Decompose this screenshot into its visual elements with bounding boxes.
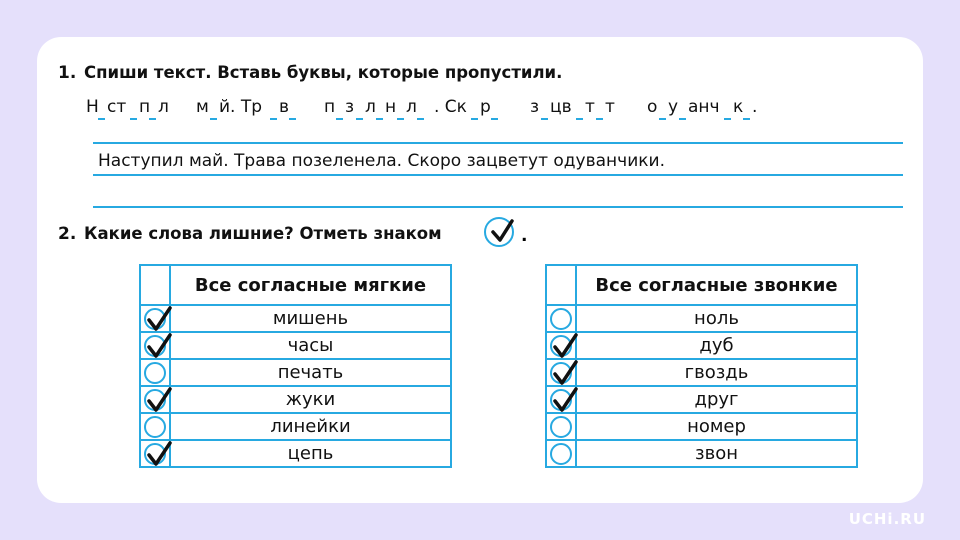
letter-blank bbox=[336, 118, 343, 120]
writing-line bbox=[93, 206, 903, 208]
table-row bbox=[546, 305, 857, 332]
gap-segment: р bbox=[480, 97, 491, 117]
letter-blank bbox=[659, 118, 666, 120]
check-cell[interactable] bbox=[140, 386, 170, 413]
word-cell: печать bbox=[170, 359, 451, 386]
check-cell[interactable] bbox=[140, 359, 170, 386]
letter-blank bbox=[724, 118, 731, 120]
letter-blank bbox=[541, 118, 548, 120]
letter-blank bbox=[98, 118, 105, 120]
writing-line bbox=[93, 142, 903, 144]
check-cell[interactable] bbox=[140, 440, 170, 467]
gap-segment: в bbox=[279, 97, 290, 117]
gap-segment: к bbox=[733, 97, 744, 117]
letter-blank bbox=[576, 118, 583, 120]
gap-segment: л bbox=[406, 97, 417, 117]
word-cell: ноль bbox=[576, 305, 857, 332]
gap-segment: з bbox=[530, 97, 540, 117]
gap-segment: . Ск bbox=[434, 97, 467, 117]
table-row bbox=[546, 386, 857, 413]
word-cell: дуб bbox=[576, 332, 857, 359]
word-cell: гвоздь bbox=[576, 359, 857, 386]
check-mark-icon bbox=[484, 217, 514, 247]
check-cell[interactable] bbox=[140, 413, 170, 440]
gap-segment: ст bbox=[107, 97, 127, 117]
mark-column-header bbox=[140, 265, 170, 305]
check-cell[interactable] bbox=[546, 359, 576, 386]
gap-segment: з bbox=[345, 97, 355, 117]
letter-blank bbox=[471, 118, 478, 120]
word-cell: звон bbox=[576, 440, 857, 467]
task-1-instruction: Спиши текст. Вставь буквы, которые пропустили. bbox=[84, 63, 563, 82]
gap-segment: . bbox=[752, 97, 758, 117]
gap-segment: п bbox=[324, 97, 336, 117]
writing-line bbox=[93, 174, 903, 176]
table-row bbox=[140, 305, 451, 332]
letter-blank bbox=[356, 118, 363, 120]
check-cell[interactable] bbox=[140, 305, 170, 332]
checked-circle-icon[interactable] bbox=[550, 362, 572, 384]
word-cell: жуки bbox=[170, 386, 451, 413]
word-cell: друг bbox=[576, 386, 857, 413]
letter-blank bbox=[679, 118, 686, 120]
table-row bbox=[546, 332, 857, 359]
empty-circle-icon[interactable] bbox=[144, 416, 166, 438]
letter-blank bbox=[596, 118, 603, 120]
checked-circle-icon[interactable] bbox=[144, 443, 166, 465]
check-cell[interactable] bbox=[546, 332, 576, 359]
mark-column-header bbox=[546, 265, 576, 305]
empty-circle-icon[interactable] bbox=[550, 443, 572, 465]
gap-segment: т bbox=[605, 97, 615, 117]
table-row bbox=[140, 386, 451, 413]
check-cell[interactable] bbox=[546, 413, 576, 440]
table-row bbox=[140, 359, 451, 386]
letter-blank bbox=[743, 118, 750, 120]
word-cell: часы bbox=[170, 332, 451, 359]
table-header: Все согласные звонкие bbox=[576, 265, 857, 305]
gap-segment: л bbox=[365, 97, 376, 117]
task-2-instruction: Какие слова лишние? Отметь знаком bbox=[84, 224, 442, 243]
gap-segment: цв bbox=[550, 97, 572, 117]
empty-circle-icon[interactable] bbox=[550, 416, 572, 438]
letter-blank bbox=[149, 118, 156, 120]
letter-blank bbox=[210, 118, 217, 120]
empty-circle-icon[interactable] bbox=[144, 362, 166, 384]
letter-blank bbox=[289, 118, 296, 120]
gap-segment: о bbox=[647, 97, 658, 117]
checked-circle-icon[interactable] bbox=[144, 335, 166, 357]
empty-circle-icon[interactable] bbox=[550, 308, 572, 330]
letter-blank bbox=[130, 118, 137, 120]
check-cell[interactable] bbox=[546, 305, 576, 332]
checked-circle-icon[interactable] bbox=[550, 335, 572, 357]
word-cell: линейки bbox=[170, 413, 451, 440]
task-2-number: 2. bbox=[58, 224, 77, 244]
word-cell: мишень bbox=[170, 305, 451, 332]
table-row bbox=[546, 359, 857, 386]
table-row bbox=[140, 332, 451, 359]
gap-segment: н bbox=[385, 97, 397, 117]
letter-blank bbox=[417, 118, 424, 120]
letter-blank bbox=[270, 118, 277, 120]
letter-blank bbox=[397, 118, 404, 120]
checked-circle-icon[interactable] bbox=[550, 389, 572, 411]
check-cell[interactable] bbox=[546, 440, 576, 467]
table-row bbox=[546, 413, 857, 440]
word-cell: цепь bbox=[170, 440, 451, 467]
table-row bbox=[140, 440, 451, 467]
gap-segment: Н bbox=[86, 97, 99, 117]
gap-segment: й. Тр bbox=[219, 97, 263, 117]
brand-logo: UCHi.RU bbox=[848, 510, 926, 528]
instruction-period: . bbox=[521, 226, 528, 246]
letter-blank bbox=[491, 118, 498, 120]
checked-circle-icon[interactable] bbox=[144, 308, 166, 330]
gap-segment: м bbox=[196, 97, 209, 117]
table-header: Все согласные мягкие bbox=[170, 265, 451, 305]
gap-segment: п bbox=[139, 97, 151, 117]
task-1-number: 1. bbox=[58, 63, 77, 83]
table-row bbox=[546, 440, 857, 467]
table-soft-consonants bbox=[139, 264, 452, 468]
gap-segment: у bbox=[668, 97, 679, 117]
answer-text: Наступил май. Трава позеленела. Скоро зацветут одуванчики. bbox=[98, 151, 665, 171]
check-cell[interactable] bbox=[140, 332, 170, 359]
gap-segment: л bbox=[158, 97, 169, 117]
gap-segment: анч bbox=[688, 97, 720, 117]
checked-circle-icon[interactable] bbox=[144, 389, 166, 411]
check-cell[interactable] bbox=[546, 386, 576, 413]
gap-segment: т bbox=[585, 97, 595, 117]
table-voiced-consonants bbox=[545, 264, 858, 468]
table-row bbox=[140, 413, 451, 440]
letter-blank bbox=[376, 118, 383, 120]
word-cell: номер bbox=[576, 413, 857, 440]
